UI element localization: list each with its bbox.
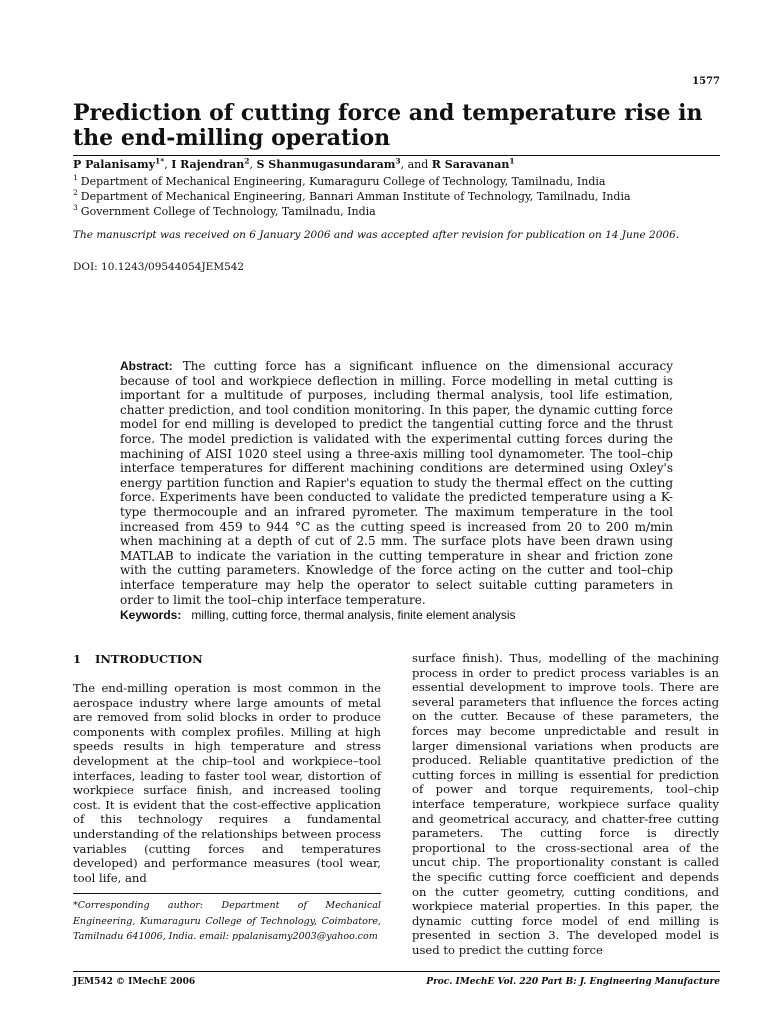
page-number: 1577 xyxy=(692,76,720,87)
author-sep: , xyxy=(164,158,172,171)
section-heading: 1 INTRODUCTION xyxy=(73,652,203,666)
footer-left: JEM542 © IMechE 2006 xyxy=(73,977,196,987)
received-note: The manuscript was received on 6 January 2006 and was accepted after revision for publication on 14 June 2006. xyxy=(73,229,680,241)
author-name: S Shanmugasundaram xyxy=(256,158,396,171)
author-sep: , and xyxy=(400,158,432,171)
paper-title: Prediction of cutting force and temperature rise in the end-milling operation xyxy=(73,100,703,151)
footer-right: Proc. IMechE Vol. 220 Part B: J. Engineering Manufacture xyxy=(426,977,720,987)
author-list xyxy=(73,158,515,172)
keywords-text: milling, cutting force, thermal analysis, finite element analysis xyxy=(191,608,516,622)
author-name: I Rajendran xyxy=(171,158,245,171)
author-name: P Palanisamy xyxy=(73,158,156,171)
abstract-text: The cutting force has a significant influence on the dimensional accuracy because of tool and workpiece deflection in milling. Force modelling in metal cutting is important for a multitude of purposes, including thermal analysis, tool life estimation, chatter prediction, and tool condition monitoring. In this paper, the dynamic cutting force model for end milling is developed to predict the tangential cutting force and the thrust force. The model prediction is validated with the experimental cutting forces during the machining of AISI 1020 steel using a three-axis milling tool dynamometer. The tool–chip interface temperatures for different machining conditions are determined using Oxley's energy partition function and Rapier's equation to study the thermal effect on the cutting force. Experiments have been conducted to validate the predicted temperature using a K-type thermocouple and an infrared pyrometer. The maximum temperature in the tool increased from 459 to 944 °C as the cutting speed is increased from 20 to 200 m/min when machining at a depth of cut of 2.5 mm. The surface plots have been drawn using MATLAB to indicate the variation in the cutting temperature in shear and friction zone with the cutting parameters. Knowledge of the force acting on the cutter and tool–chip interface temperature may help the operator to select suitable cutting parameters in order to limit the tool–chip interface temperature. xyxy=(120,359,673,607)
affiliation: $^2$ Department of Mechanical Engineering, Bannari Amman Institute of Technology, Tamilnadu, India xyxy=(73,188,631,203)
keywords xyxy=(120,608,680,622)
footnote-rule xyxy=(73,893,381,894)
body-column-right: surface finish). Thus, modelling of the machining process in order to predict process variables is an essential development to improve tools. There are several parameters that influence the forces acting on the cutter. Because of these parameters, the forces may become unpredictable and result in larger dimensional variations when products are produced. Reliable quantitative prediction of the cutting forces in milling is essential for prediction of power and torque requirements, tool–chip interface temperature, workpiece surface quality and geometrical accuracy, and chatter-free cutting parameters. The cutting force is directly proportional to the cross-sectional area of the uncut chip. The proportionality constant is called the specific cutting force coefficient and depends on the cutter geometry, cutting conditions, and workpiece material properties. In this paper, the dynamic cutting force model of end milling is presented in section 3. The developed model is used to predict the cutting force xyxy=(412,651,719,957)
body-column-left: The end-milling operation is most common in the aerospace industry where large amounts of metal are removed from solid blocks in order to produce components with complex profiles. Milling at high speeds results in high temperature and stress development at the chip–tool and workpiece–tool interfaces, leading to faster tool wear, distortion of workpiece surface finish, and increased tooling cost. It is evident that the cost-effective application of this technology requires a fundamental understanding of the relationships between process variables (cutting forces and temperatures developed) and performance measures (tool wear, tool life, and xyxy=(73,681,381,885)
doi: DOI: 10.1243/09544054JEM542 xyxy=(73,261,245,273)
abstract-label: Abstract: xyxy=(120,359,173,373)
footnote: *Corresponding author: Department of Mechanical Engineering, Kumaraguru College of Technology, Coimbatore, Tamilnadu 641006, India. email: ppalanisamy2003@yahoo.com xyxy=(73,900,381,942)
author-sup: 1 xyxy=(509,156,515,166)
author-sep: , xyxy=(249,158,257,171)
author-sup: 1* xyxy=(155,156,165,166)
author-sup: 2 xyxy=(244,156,250,166)
author-name: R Saravanan xyxy=(431,158,510,171)
keywords-label: Keywords: xyxy=(120,608,182,622)
author-sup: 3 xyxy=(395,156,401,166)
abstract xyxy=(120,359,673,607)
affiliation: $^3$ Government College of Technology, Tamilnadu, India xyxy=(73,203,376,218)
footer-rule xyxy=(73,971,720,972)
affiliation: $^1$ Department of Mechanical Engineering, Kumaraguru College of Technology, Tamilnadu, India xyxy=(73,173,606,188)
